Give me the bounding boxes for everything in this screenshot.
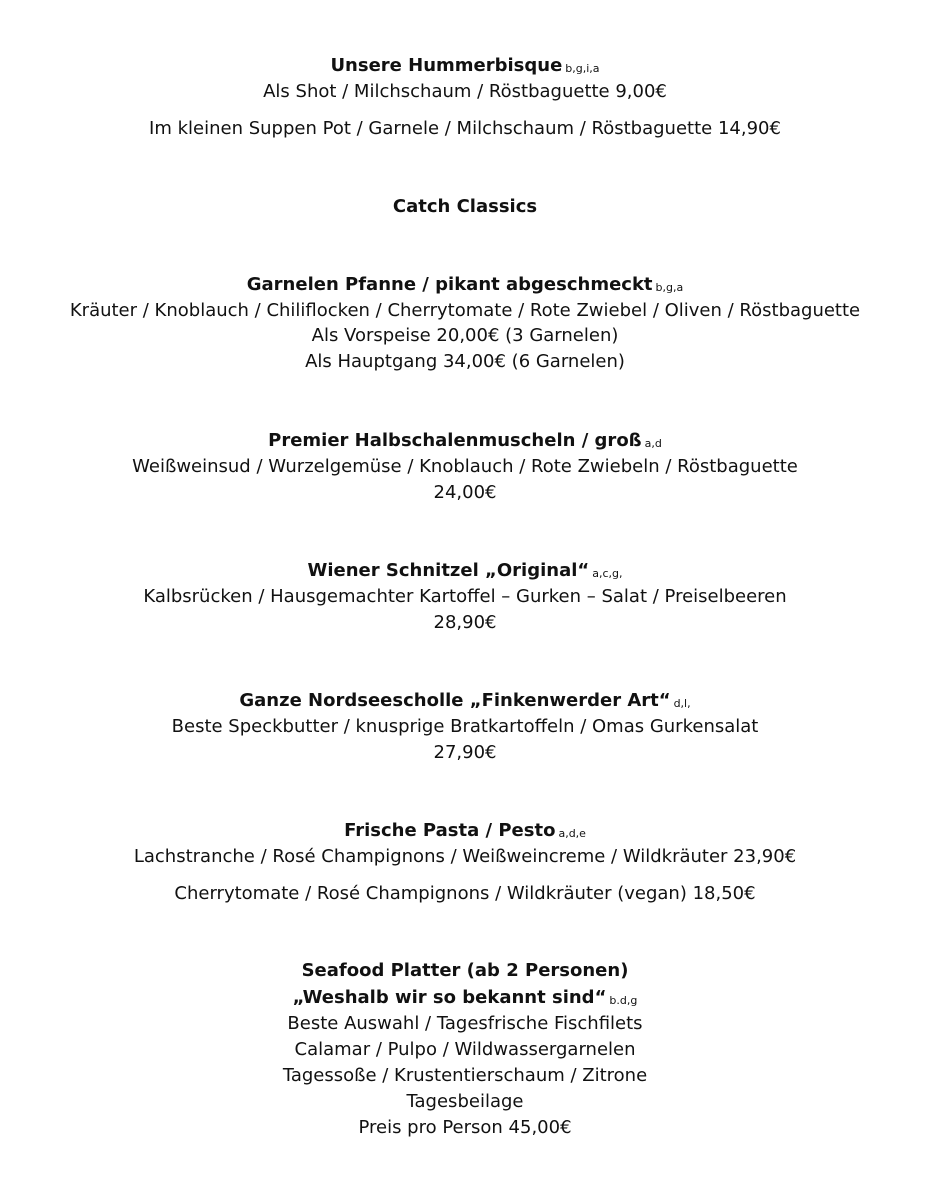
allergen-codes: a,d — [644, 437, 662, 450]
dish-title-pasta — [0, 818, 930, 846]
dish-description: Kalbsrücken / Hausgemachter Kartoffel – Gurken – Salat / Preiselbeeren — [143, 586, 787, 607]
dish-title-garnelen — [0, 272, 930, 300]
dish-price: 27,90€ — [433, 742, 497, 763]
dish-description: Weißweinsud / Wurzelgemüse / Knoblauch / Rote Zwiebeln / Röstbaguette — [132, 456, 798, 477]
dish-subtitle-platter — [0, 985, 930, 1013]
dish-description: Beste Speckbutter / knusprige Bratkartoffeln / Omas Gurkensalat — [171, 716, 759, 737]
dish-option-lachs: Lachstranche / Rosé Champignons / Weißweincreme / Wildkräuter 23,90€ — [133, 846, 797, 867]
allergen-codes: d,l, — [673, 697, 691, 710]
allergen-codes: b,g,i,a — [565, 62, 600, 75]
dish-title-hummerbisque — [0, 53, 930, 81]
dish-name: Garnelen Pfanne / pikant abgeschmeckt — [246, 274, 653, 295]
dish-option-shot: Als Shot / Milchschaum / Röstbaguette 9,00€ — [263, 81, 667, 102]
dish-name: Unsere Hummerbisque — [330, 55, 563, 76]
dish-name: Wiener Schnitzel „Original“ — [307, 560, 590, 581]
dish-subtitle: „Weshalb wir so bekannt sind“ — [292, 987, 607, 1008]
dish-name: Ganze Nordseescholle „Finkenwerder Art“ — [239, 690, 671, 711]
dish-option-pot: Im kleinen Suppen Pot / Garnele / Milchschaum / Röstbaguette 14,90€ — [149, 118, 781, 139]
dish-title-schnitzel — [0, 558, 930, 586]
dish-price: 28,90€ — [433, 612, 497, 633]
dish-title-platter: Seafood Platter (ab 2 Personen) — [301, 960, 629, 981]
dish-description-line: Calamar / Pulpo / Wildwassergarnelen — [294, 1039, 636, 1060]
section-heading: Catch Classics — [392, 196, 538, 217]
dish-price-starter: Als Vorspeise 20,00€ (3 Garnelen) — [311, 325, 619, 346]
dish-title-scholle — [0, 688, 930, 716]
allergen-codes: a,d,e — [558, 827, 586, 840]
dish-title-muscheln — [0, 428, 930, 456]
allergen-codes: a,c,g, — [592, 567, 623, 580]
allergen-codes: b,g,a — [655, 281, 684, 294]
dish-description-line: Beste Auswahl / Tagesfrische Fischfilets — [287, 1013, 643, 1034]
dish-description-line: Tagesbeilage — [406, 1091, 524, 1112]
dish-option-vegan: Cherrytomate / Rosé Champignons / Wildkräuter (vegan) 18,50€ — [174, 883, 756, 904]
dish-description-line: Tagessoße / Krustentierschaum / Zitrone — [282, 1065, 648, 1086]
dish-price-main: Als Hauptgang 34,00€ (6 Garnelen) — [305, 351, 625, 372]
dish-name: Premier Halbschalenmuscheln / groß — [268, 430, 642, 451]
dish-price: Preis pro Person 45,00€ — [358, 1117, 572, 1138]
dish-description: Kräuter / Knoblauch / Chiliflocken / Cherrytomate / Rote Zwiebel / Oliven / Röstbaguette — [69, 300, 861, 321]
dish-price: 24,00€ — [433, 482, 497, 503]
allergen-codes: b.d,g — [609, 994, 638, 1007]
dish-name: Frische Pasta / Pesto — [344, 820, 556, 841]
